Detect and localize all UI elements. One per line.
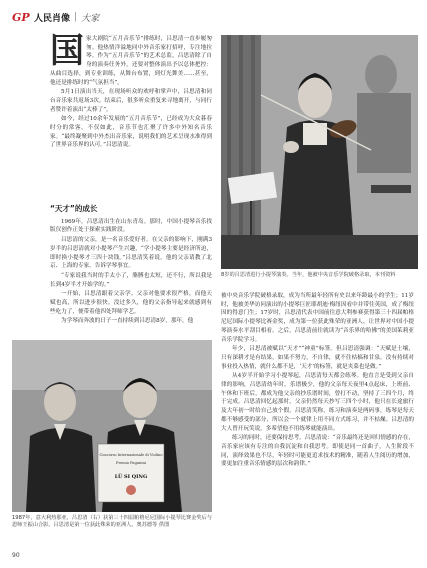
header-separator: | — [74, 12, 78, 22]
section-title: 人民肖像 — [34, 13, 71, 24]
magazine-logo-icon — [12, 10, 30, 24]
body-paragraph: 吕思清的父亲，是一名音乐爱好者。在父亲的影响下，刚满3岁半的吕思清就对小提琴产生兴趣，“学小提琴主要是经济所迫，即时换小提琴才三四十块钱。”吕思清笑着说，他的父亲请教了北京、上海的专家，告诉学琴事宜。 — [50, 237, 212, 270]
section-subtitle: 大家 — [81, 13, 100, 24]
photo-award-ceremony — [12, 340, 212, 512]
page-header — [12, 6, 99, 28]
right-column — [221, 292, 414, 470]
photo-young-violinist — [221, 35, 418, 269]
award-ceremony-image — [12, 340, 212, 512]
body-paragraph: 练习的同时，还要保持思考，吕思清说：“音乐最终还是回归情感的存在，音乐家应该有专注的自我沉淀和自我思考。即使是同一首曲子，人生阶段不同，演绎效果也不尽，年轻时可能更追求技术的精准，随着人生阅历的增加，要更加注重音乐情感的层次和韵律。” — [221, 435, 414, 468]
body-paragraph: 从4岁半开始学习小提琴起，吕思清每天都会练琴。他直言是受到父亲自律的影响，吕思清幼年时，乐谱极少，他的父亲每天夜里4点起床，上班前、午休和下班后，都成为他父亲的抄乐谱时间，曾打不动，坚持了三四个月，终于完成。吕思清回忆起那时，父亲仍然每天抄写三四个小时，他只在长途旅行及大年初一时给自己放个假，吕思清笑称，练习和演奏是两码事，练琴是每天都不够感受的部分，所以会一个就律上用不同方式练习，并不枯燥。吕思清的大人曾开玩笑说，多希望他不用练琴就能演出。 — [221, 373, 414, 432]
photo-caption-top: 8岁的吕思清进行小提琴演奏。当年，他被中央音乐学院破格录取，本刊资料 — [221, 272, 396, 278]
intro-paragraph-2: 5月1日演出当天，在现场听众的欢呼和掌声中，吕思清和同台音乐家共返场3次。结束后，很多听众重复来寻地离开，与同行者赞许着演出“太棒了”。 — [50, 89, 212, 113]
young-violinist-image — [221, 35, 418, 269]
body-paragraph: 一开始，吕思清跟着父亲学。父亲对他要求很严格，而他天赋也高，所以进步很快。没过多久，他的父亲指导起来就感到有些吃力了，便带着他四处拜师学艺。 — [50, 291, 212, 315]
certificate-name: LÜ SI QING — [114, 474, 148, 480]
body-paragraph: 1969年，吕思清出生在山东青岛。那时，中国小提琴音乐找版仅创作正处于探索实践阶段。 — [50, 218, 212, 234]
intro-column — [50, 31, 212, 151]
page-number: 90 — [12, 552, 20, 559]
body-paragraph: “专家说我当时的手太小了，胳膊也太短，还不行，所以我是长到4岁半才开始学的。” — [50, 272, 212, 288]
certificate-text: Premio Paganini — [116, 461, 146, 465]
body-paragraph: 年少，吕思清被赋以“天才”“神童”标签。但吕思清强调：“天赋是土壤，只有深耕才是有结果，如果不努力，不自律，就不住枯槁和甘泉。没有持续对事业投入热情，就什么都不是，‘天才’的标签，就是夹菜也是做。” — [221, 346, 414, 370]
photo-caption-bottom: 1987年，意大利热那亚，吕思清（右）获第三十四届帕格尼尼国际小提琴比赛金奖后与恩师王振山合影。吕思清是第一位获此殊荣的亚洲人。奥苏德等 供图 — [12, 515, 212, 529]
certificate-text: Concorso Internazionale di Violino — [99, 453, 163, 457]
body-paragraph: 为学琴而奔波的日子一直持续到吕思清8岁，那年，他 — [61, 318, 194, 325]
svg-text:GP: GP — [12, 11, 30, 24]
section-subheading: “天才”的成长 — [50, 204, 98, 213]
drop-cap: 国 — [50, 31, 84, 71]
left-column — [50, 200, 212, 327]
intro-paragraph-1: 国家大剧院“五月音乐节”排练时，吕思清一直步履匆匆。他热情洋溢地同中外音乐家打招呼，专注地拉琴。作为“五月音乐节”的艺术总监，吕思清除了自身的演奏任务外，还要对整体演出予以总体把控：从曲目选择，到专业训练，从舞台布置，到灯光舞美……甚至，他还是排练时的“气氛担当”。 — [50, 31, 212, 86]
body-paragraph: 被中央音乐学院破格录取，成为当所最年轻所有史以来年龄最小的学生；11岁时，他被美华访问演出的小提琴巨匠耶胡迪·梅纽因看中并带往英国，成了梅纽因的得意门生；17岁时，吕思清代表中国前往意大利参赛获得第三十四届帕格尼尼国际小提琴比赛金奖，成为第一位获此殊荣的亚洲人，让世界对中国小提琴演奏水平刮目相看。之后，吕思清前往就读为“音乐界的哈佛”的美国茱莉亚音乐学院学习。 — [221, 293, 414, 343]
intro-paragraph-3: 如今，经过10余年发展的“五月音乐节”，已经成为大众暮春时分的常客。不仅如此，音乐节也汇聚了许多中外知名音乐家。“最终凝聚到中外杰出音乐家，说明我们的艺术呈现水准得到了世界音乐界的认可。”吕思清说。 — [50, 116, 212, 149]
seal-icon — [126, 485, 136, 495]
